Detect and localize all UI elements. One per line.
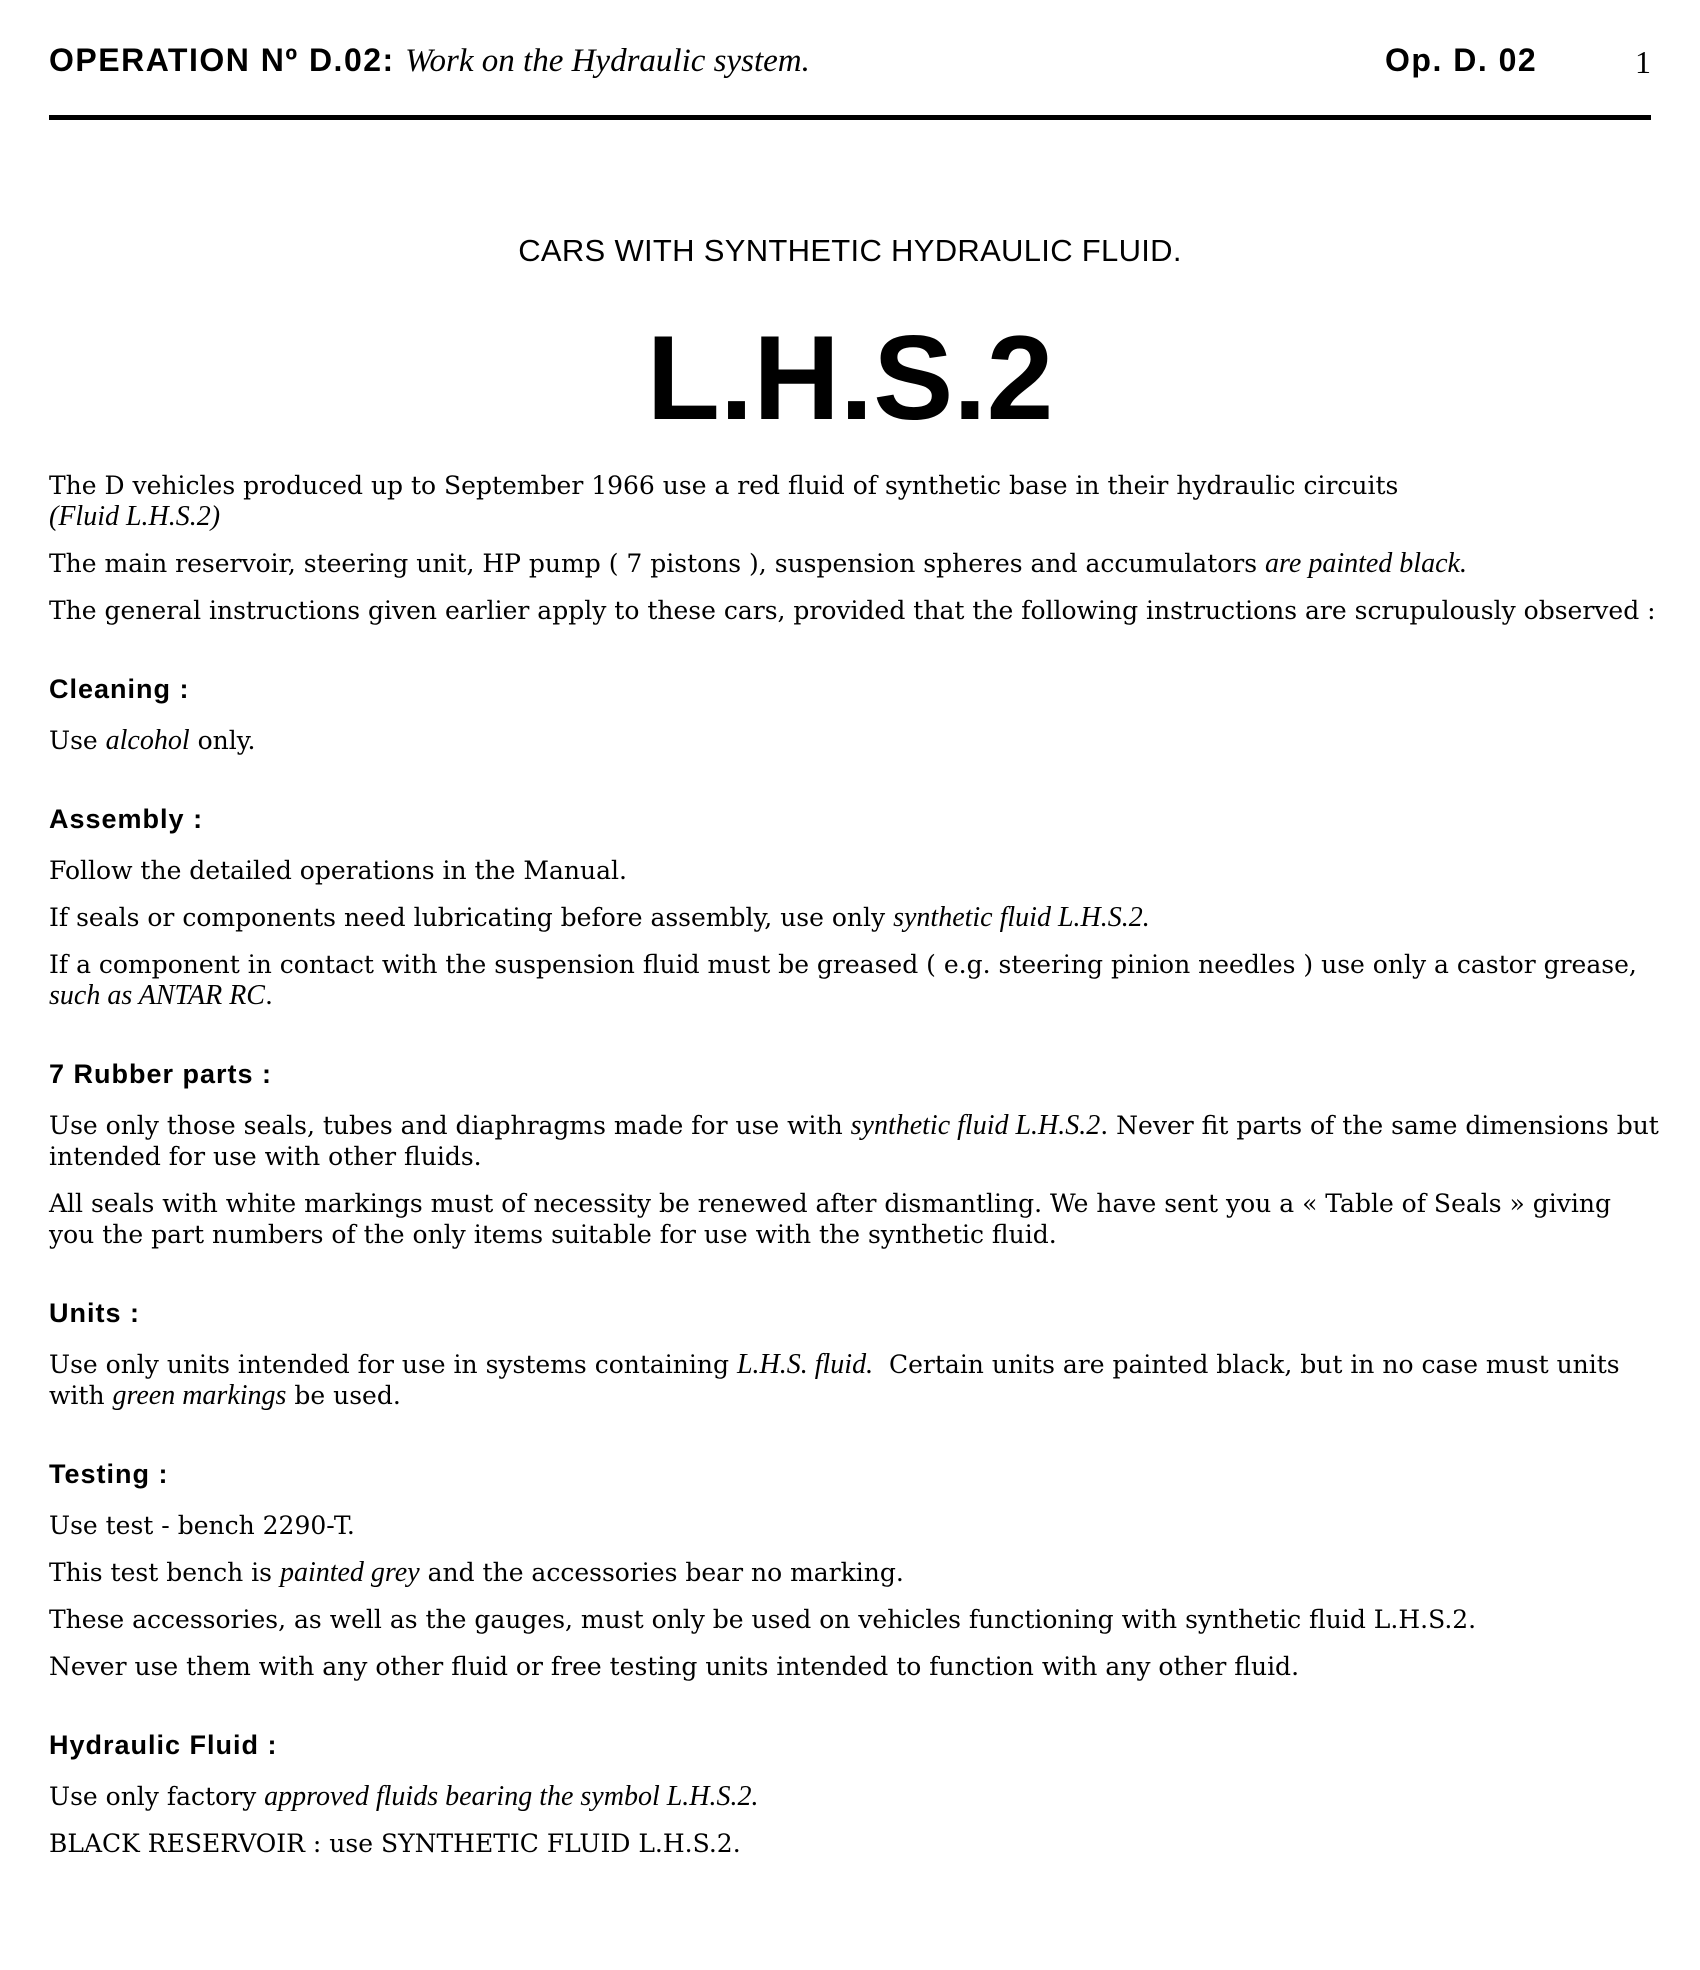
testing-paragraph-3: These accessories, as well as the gauges, must only be used on vehicles functioning with synthetic fluid L.H.S.2. [49, 1605, 1477, 1634]
intro-p1-italic: (Fluid L.H.S.2) [49, 501, 221, 532]
intro-p2-italic: are painted black. [1265, 548, 1467, 579]
hydraulic-paragraph-2: BLACK RESERVOIR : use SYNTHETIC FLUID L.H.S.2. [49, 1829, 741, 1858]
assembly-p2-pre: If seals or components need lubricating before assembly, use only [49, 903, 894, 932]
document-subtitle: CARS WITH SYNTHETIC HYDRAULIC FLUID. [518, 233, 1182, 268]
testing-p2-italic: painted grey [279, 1557, 420, 1588]
assembly-p3-pre: If a component in contact with the suspension fluid must be greased ( e.g. steering pinion needles ) use only a castor grease, [49, 950, 1637, 979]
rubber-paragraph-1 [49, 1110, 1659, 1172]
operation-title [49, 42, 810, 80]
cleaning-paragraph-1 [49, 725, 1659, 756]
units-p1-pre: Use only units intended for use in systems containing [49, 1350, 737, 1379]
intro-paragraph-1 [49, 470, 1659, 532]
hydraulic-fluid-heading: Hydraulic Fluid : [49, 1730, 278, 1760]
testing-heading: Testing : [49, 1459, 169, 1489]
page-header [49, 0, 1651, 120]
intro-p1-text: The D vehicles produced up to September 1966 use a red fluid of synthetic base in their hydraulic circuits [49, 471, 1399, 500]
assembly-heading: Assembly : [49, 804, 204, 834]
cleaning-heading: Cleaning : [49, 674, 190, 704]
units-p1-italic2: green markings [112, 1380, 287, 1411]
testing-paragraph-1: Use test - bench 2290-T. [49, 1511, 355, 1540]
operation-code: Op. D. 02 [1385, 42, 1538, 78]
assembly-p3-italic: such as ANTAR RC [49, 980, 265, 1011]
hydraulic-paragraph-1 [49, 1781, 1659, 1812]
rubber-p1-italic: synthetic fluid L.H.S.2 [850, 1110, 1101, 1141]
document-body [49, 470, 1659, 1875]
operation-number: OPERATION Nº D.02: [49, 42, 395, 78]
units-paragraph-1 [49, 1349, 1659, 1411]
cleaning-p1-post: only. [189, 726, 256, 755]
intro-paragraph-3: The general instructions given earlier apply to these cars, provided that the following instructions are scrupulously observed : [49, 596, 1656, 625]
cleaning-p1-italic: alcohol [105, 725, 190, 756]
document-title: L.H.S.2 [646, 311, 1054, 445]
operation-subtitle: Work on the Hydraulic system. [405, 43, 810, 79]
assembly-p2-italic: synthetic fluid L.H.S.2. [893, 902, 1150, 933]
assembly-paragraph-3 [49, 949, 1659, 1011]
units-p1-post: be used. [286, 1381, 401, 1410]
assembly-p3-post: . [264, 981, 273, 1010]
assembly-paragraph-2 [49, 902, 1659, 933]
page-number: 1 [1635, 44, 1651, 80]
rubber-p1-pre: Use only those seals, tubes and diaphragms made for use with [49, 1111, 851, 1140]
assembly-paragraph-1: Follow the detailed operations in the Manual. [49, 856, 627, 885]
rubber-parts-heading: 7 Rubber parts : [49, 1059, 273, 1089]
units-heading: Units : [49, 1298, 140, 1328]
intro-paragraph-2 [49, 548, 1659, 579]
testing-paragraph-4: Never use them with any other fluid or free testing units intended to function with any other fluid. [49, 1652, 1300, 1681]
units-p1-mid: Certain units are painted black, but in no case must units with [49, 1350, 1628, 1410]
testing-paragraph-2 [49, 1557, 1659, 1588]
rubber-p1-post: . Never fit parts of the same dimensions but intended for use with other fluids. [49, 1111, 1659, 1171]
rubber-paragraph-2: All seals with white markings must of necessity be renewed after dismantling. We have sent you a « Table of Seals » giving you the part numbers of the only items suitable for use with the synthetic fluid. [49, 1189, 1611, 1249]
testing-p2-pre: This test bench is [49, 1558, 280, 1587]
hydraulic-p1-pre: Use only factory [49, 1782, 265, 1811]
cleaning-p1-pre: Use [49, 726, 106, 755]
intro-p2-text: The main reservoir, steering unit, HP pump ( 7 pistons ), suspension spheres and accumulators [49, 549, 1266, 578]
units-p1-italic: L.H.S. fluid. [736, 1349, 874, 1380]
hydraulic-p1-italic: approved fluids bearing the symbol L.H.S.2. [264, 1781, 759, 1812]
testing-p2-post: and the accessories bear no marking. [419, 1558, 904, 1587]
